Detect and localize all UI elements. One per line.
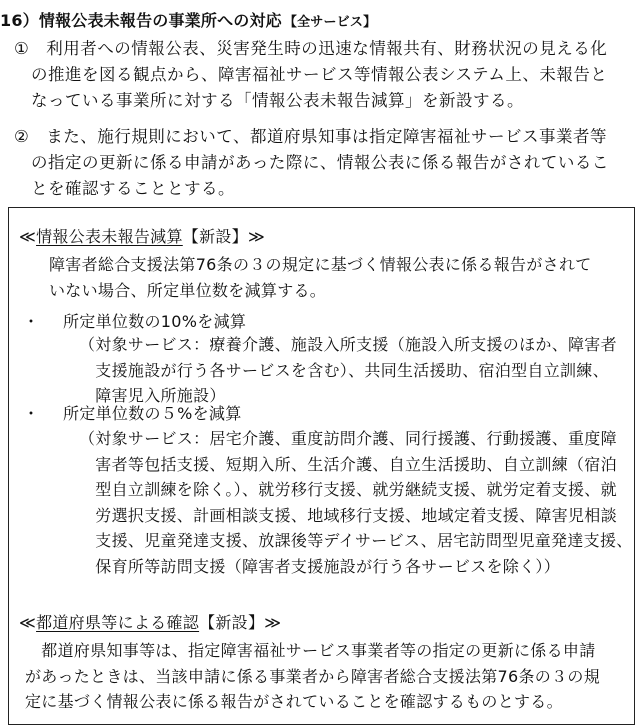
detail-box [8,207,635,725]
section-heading [0,8,376,31]
detail-line: 支援、児童発達支援、放課後等デイサービス、居宅訪問型児童発達支援、 [79,531,633,550]
paragraph-2 [14,124,609,202]
paragraph-line: の推進を図る観点から、障害福祉サービス等情報公表システム上、未報告と [14,65,608,84]
text-line: いない場合、所定単位数を減算する。 [49,280,327,300]
paragraph-line: ② また、施行規則において、都道府県知事は指定障害福祉サービス事業者等 [14,127,607,146]
detail-line: 害者等包括支援、短期入所、生活介護、自立生活援助、自立訓練（宿泊 [79,454,617,474]
bullet-item-1 [23,309,246,335]
detail-line: 労選択支援、計画相談支援、地域移行支援、地域定着支援、障害児相談 [79,505,617,525]
bullet-item-1-detail [79,332,617,409]
box-section-1-title [19,224,265,247]
box-section-1-text [49,252,592,303]
bullet-label: 所定単位数の５%を減算 [63,404,242,423]
bullet-label: 所定単位数の10%を減算 [63,312,247,331]
detail-line: （対象サービス：居宅介護、重度訪問介護、同行援護、行動援護、重度障 [79,429,617,448]
box-section-2-title [19,610,281,633]
text-line: 都道府県知事等は、指定障害福祉サービス事業者等の指定の更新に係る申請 [25,641,596,660]
title-open-bracket: ≪ [19,227,37,246]
bullet-item-2 [23,401,242,427]
paragraph-line: とを確認することとする。 [14,179,235,198]
section-heading-tag: 【全サービス】 [283,15,377,30]
detail-line: 支援施設が行う各サービスを含む）、共同生活援助、宿泊型自立訓練、 [79,360,609,380]
text-line: 障害者総合支援法第76条の３の規定に基づく情報公表に係る報告がされて [49,255,592,274]
title-open-bracket: ≪ [19,613,37,632]
paragraph-line: ① 利用者への情報公表、災害発生時の迅速な情報共有、財務状況の見える化 [14,39,608,58]
paragraph-1 [14,36,607,114]
detail-line: （対象サービス：療養介護、施設入所支援（施設入所支援のほか、障害者 [79,335,617,354]
text-line: 定に基づく情報公表に係る報告がされていることを確認するものとする。 [25,692,563,711]
paragraph-line: なっている事業所に対する「情報公表未報告減算」を新設する。 [14,91,524,110]
title-rest: 【新設】≫ [182,227,266,246]
bullet-mark: ・ [23,404,40,423]
detail-line: 保育所等訪問支援（障害者支援施設が行う各サービスを除く）） [79,556,561,576]
title-rest: 【新設】≫ [199,613,282,632]
section-heading-text: 16）情報公表未報告の事業所への対応 [0,11,282,30]
detail-line: 型自立訓練を除く。）、就労移行支援、就労継続支援、就労定着支援、就 [79,480,617,499]
box-section-2-text [25,638,600,715]
title-underlined-text: 都道府県等による確認 [36,613,200,632]
title-underlined-text: 情報公表未報告減算 [36,227,183,246]
text-line: があったときは、当該申請に係る事業者から障害者総合支援法第76条の３の規 [25,666,600,686]
paragraph-line: の指定の更新に係る申請があった際に、情報公表に係る報告がされているこ [14,153,609,172]
bullet-item-2-detail [79,426,633,579]
bullet-mark: ・ [23,312,40,331]
detail-line: 障害児入所施設） [79,386,226,405]
